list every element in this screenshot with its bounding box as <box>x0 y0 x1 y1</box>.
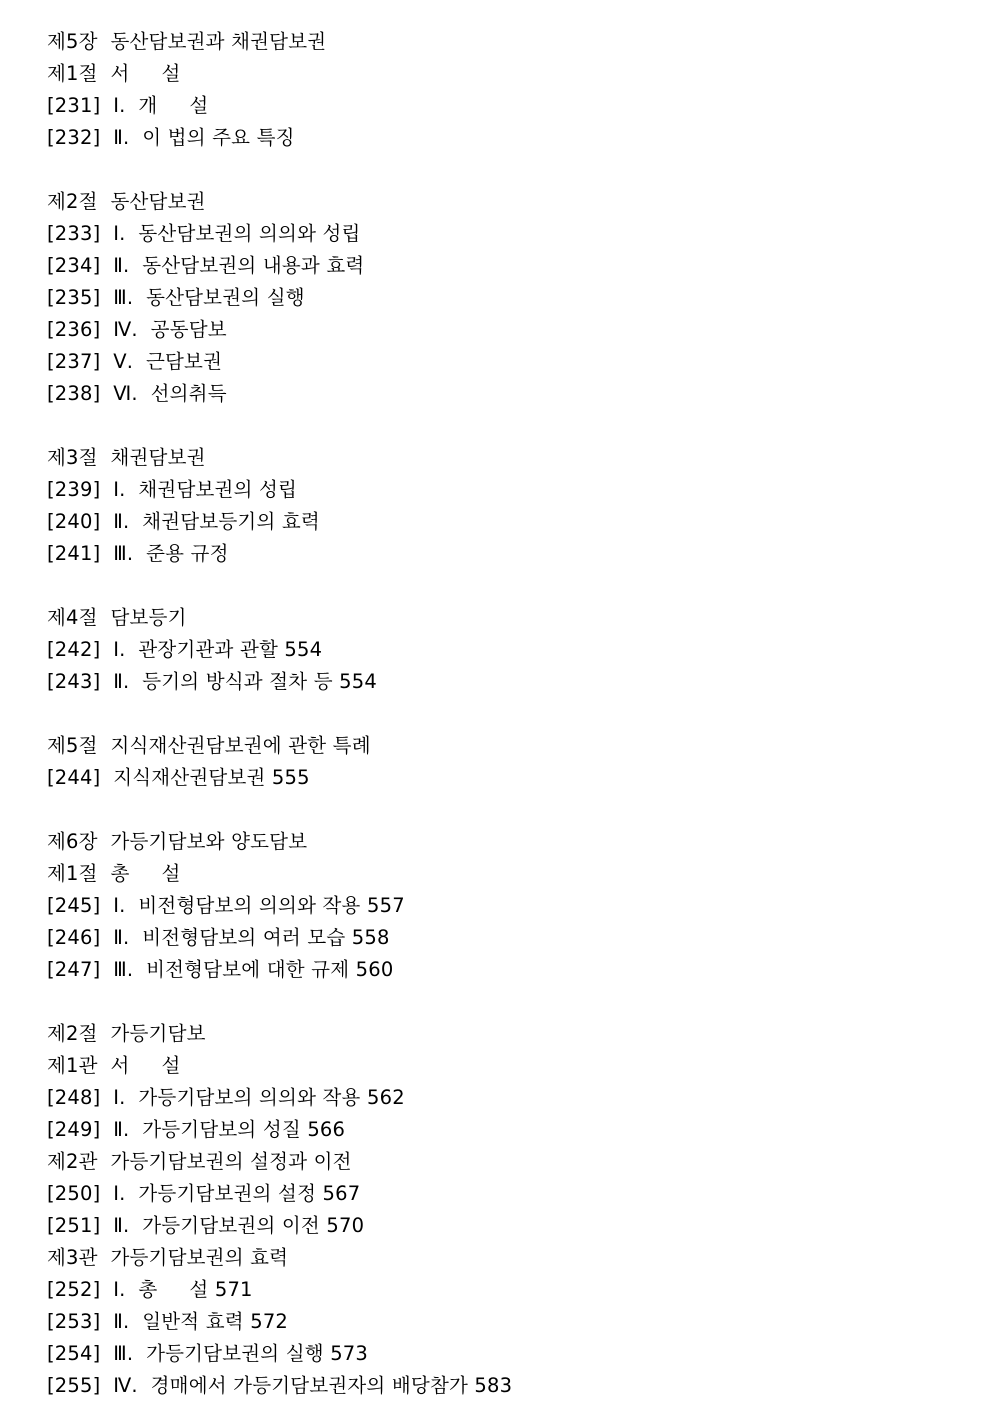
toc-entry: [232] Ⅱ. 이 법의 주요 특징 <box>47 126 295 149</box>
toc-entry: [247] Ⅲ. 비전형담보에 대한 규제 560 <box>47 958 394 981</box>
section-heading: 제5절 지식재산권담보권에 관한 특례 <box>47 734 371 757</box>
table-of-contents <box>47 26 947 1402</box>
spacer <box>47 794 947 826</box>
section-heading: 제1절 서 설 <box>47 62 181 85</box>
chapter-heading: 제6장 가등기담보와 양도담보 <box>47 830 308 853</box>
subsection-heading: 제1관 서 설 <box>47 1054 181 1077</box>
toc-entry: [242] Ⅰ. 관장기관과 관할 554 <box>47 638 323 661</box>
toc-entry: [255] Ⅳ. 경매에서 가등기담보권자의 배당참가 583 <box>47 1374 513 1397</box>
subsection-heading: 제3관 가등기담보권의 효력 <box>47 1246 289 1269</box>
spacer <box>47 410 947 442</box>
toc-entry: [254] Ⅲ. 가등기담보권의 실행 573 <box>47 1342 369 1365</box>
spacer <box>47 698 947 730</box>
toc-entry: [252] Ⅰ. 총 설 571 <box>47 1278 253 1301</box>
toc-entry: [249] Ⅱ. 가등기담보의 성질 566 <box>47 1118 346 1141</box>
toc-entry: [251] Ⅱ. 가등기담보권의 이전 570 <box>47 1214 365 1237</box>
toc-entry: [236] Ⅳ. 공동담보 <box>47 318 227 341</box>
spacer <box>47 154 947 186</box>
toc-entry: [231] Ⅰ. 개 설 <box>47 94 209 117</box>
toc-entry: [246] Ⅱ. 비전형담보의 여러 모습 558 <box>47 926 390 949</box>
spacer <box>47 986 947 1018</box>
toc-entry: [245] Ⅰ. 비전형담보의 의의와 작용 557 <box>47 894 405 917</box>
toc-entry: [250] Ⅰ. 가등기담보권의 설정 567 <box>47 1182 361 1205</box>
toc-entry: [239] Ⅰ. 채권담보권의 성립 <box>47 478 298 501</box>
subsection-heading: 제2관 가등기담보권의 설정과 이전 <box>47 1150 352 1173</box>
chapter-heading: 제5장 동산담보권과 채권담보권 <box>47 30 327 53</box>
toc-entry: [240] Ⅱ. 채권담보등기의 효력 <box>47 510 320 533</box>
toc-entry: [238] Ⅵ. 선의취득 <box>47 382 227 405</box>
toc-entry: [243] Ⅱ. 등기의 방식과 절차 등 554 <box>47 670 377 693</box>
section-heading: 제2절 가등기담보 <box>47 1022 206 1045</box>
toc-entry: [248] Ⅰ. 가등기담보의 의의와 작용 562 <box>47 1086 405 1109</box>
section-heading: 제4절 담보등기 <box>47 606 187 629</box>
toc-entry: [237] Ⅴ. 근담보권 <box>47 350 223 373</box>
toc-entry: [235] Ⅲ. 동산담보권의 실행 <box>47 286 305 309</box>
section-heading: 제2절 동산담보권 <box>47 190 206 213</box>
toc-entry: [234] Ⅱ. 동산담보권의 내용과 효력 <box>47 254 365 277</box>
section-heading: 제3절 채권담보권 <box>47 446 206 469</box>
toc-entry: [233] Ⅰ. 동산담보권의 의의와 성립 <box>47 222 361 245</box>
toc-entry: [244] 지식재산권담보권 555 <box>47 766 310 789</box>
section-heading: 제1절 총 설 <box>47 862 181 885</box>
spacer <box>47 570 947 602</box>
toc-entry: [241] Ⅲ. 준용 규정 <box>47 542 229 565</box>
toc-entry: [253] Ⅱ. 일반적 효력 572 <box>47 1310 289 1333</box>
